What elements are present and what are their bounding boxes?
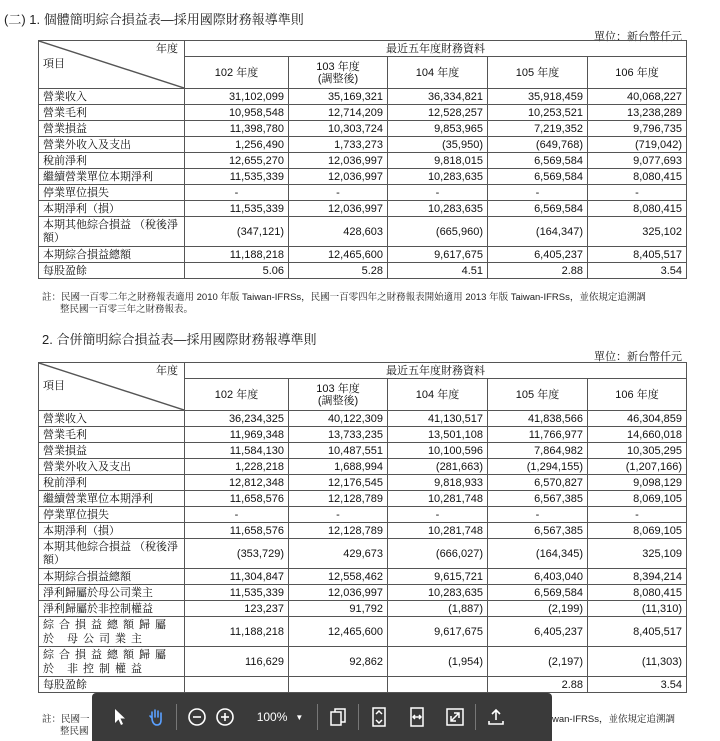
table-cell: 9,796,735 bbox=[588, 121, 687, 137]
table-cell: 6,569,584 bbox=[488, 201, 588, 217]
table-cell: 6,403,040 bbox=[488, 569, 588, 585]
table-cell: 6,569,584 bbox=[488, 585, 588, 601]
row-label: 每股盈餘 bbox=[39, 263, 185, 279]
row-label: 營業外收入及支出 bbox=[39, 137, 185, 153]
row-label: 本期綜合損益總額 bbox=[39, 247, 185, 263]
table-cell: (35,950) bbox=[388, 137, 488, 153]
table-cell: 325,109 bbox=[588, 539, 687, 569]
table-cell: 13,733,235 bbox=[289, 427, 388, 443]
row-label: 本期綜合損益總額 bbox=[39, 569, 185, 585]
table-corner-header bbox=[39, 41, 185, 89]
table-cell: 12,465,600 bbox=[289, 617, 388, 647]
table-row bbox=[39, 201, 687, 217]
row-label: 每股盈餘 bbox=[39, 677, 185, 693]
table-cell: 12,655,270 bbox=[185, 153, 289, 169]
table-cell: 92,862 bbox=[289, 647, 388, 677]
table-cell: 1,733,273 bbox=[289, 137, 388, 153]
year-header: 102 年度 bbox=[185, 57, 289, 89]
table-cell: - bbox=[588, 507, 687, 523]
toolbar-divider bbox=[317, 704, 318, 730]
table-cell: 428,603 bbox=[289, 217, 388, 247]
table-cell: 41,130,517 bbox=[388, 411, 488, 427]
table-cell: 9,077,693 bbox=[588, 153, 687, 169]
row-label: 繼續營業單位本期淨利 bbox=[39, 169, 185, 185]
row-label: 稅前淨利 bbox=[39, 475, 185, 491]
table-cell: - bbox=[289, 507, 388, 523]
header-item-label: 項目 bbox=[43, 58, 65, 70]
table-cell bbox=[388, 677, 488, 693]
table-cell: (666,027) bbox=[388, 539, 488, 569]
table-cell: (281,663) bbox=[388, 459, 488, 475]
table-cell: 11,658,576 bbox=[185, 491, 289, 507]
table-cell: 12,036,997 bbox=[289, 201, 388, 217]
table-cell: 6,405,237 bbox=[488, 247, 588, 263]
table-cell: 12,465,600 bbox=[289, 247, 388, 263]
table-cell: 12,176,545 bbox=[289, 475, 388, 491]
table-cell: (665,960) bbox=[388, 217, 488, 247]
year-header: 102 年度 bbox=[185, 379, 289, 411]
year-header: 104 年度 bbox=[388, 379, 488, 411]
table-cell: 11,658,576 bbox=[185, 523, 289, 539]
table-cell: 8,405,517 bbox=[588, 617, 687, 647]
table-corner-header bbox=[39, 363, 185, 411]
table-row bbox=[39, 539, 687, 569]
table-cell: - bbox=[488, 507, 588, 523]
table-cell: (11,303) bbox=[588, 647, 687, 677]
zoom-in-icon[interactable] bbox=[211, 703, 239, 731]
row-label: 本期其他綜合損益 （稅後淨額） bbox=[39, 539, 185, 569]
section1-title: (二) 1. 個體簡明綜合損益表—採用國際財務報導準則 bbox=[4, 12, 304, 27]
table-cell: - bbox=[588, 185, 687, 201]
year-header: 103 年度 (調整後) bbox=[289, 379, 388, 411]
row-label: 綜合損益總額歸屬於 非控制權益 bbox=[39, 647, 185, 677]
table-row bbox=[39, 569, 687, 585]
table-cell: 10,487,551 bbox=[289, 443, 388, 459]
hand-icon[interactable] bbox=[142, 703, 170, 731]
section2-title: 2. 合併簡明綜合損益表—採用國際財務報導準則 bbox=[42, 332, 317, 347]
table-cell: 3.54 bbox=[588, 263, 687, 279]
table-cell: 11,188,218 bbox=[185, 247, 289, 263]
pointer-icon[interactable] bbox=[106, 703, 134, 731]
table-cell: 13,501,108 bbox=[388, 427, 488, 443]
row-label: 淨利歸屬於非控制權益 bbox=[39, 601, 185, 617]
header-year-label: 年度 bbox=[156, 365, 178, 377]
table-row bbox=[39, 491, 687, 507]
table-cell: 1,688,994 bbox=[289, 459, 388, 475]
table-cell: 6,570,827 bbox=[488, 475, 588, 491]
table-row bbox=[39, 153, 687, 169]
year-header: 103 年度 (調整後) bbox=[289, 57, 388, 89]
table-cell: 10,958,548 bbox=[185, 105, 289, 121]
row-label: 停業單位損失 bbox=[39, 507, 185, 523]
table-cell: (164,345) bbox=[488, 539, 588, 569]
table-cell: (719,042) bbox=[588, 137, 687, 153]
table-cell: 40,122,309 bbox=[289, 411, 388, 427]
table-row bbox=[39, 677, 687, 693]
table-cell: 10,283,635 bbox=[388, 169, 488, 185]
table-cell: 123,237 bbox=[185, 601, 289, 617]
table-cell: 11,304,847 bbox=[185, 569, 289, 585]
table-cell: (1,887) bbox=[388, 601, 488, 617]
table-cell: 10,283,635 bbox=[388, 585, 488, 601]
table-cell: 2.88 bbox=[488, 677, 588, 693]
pdf-viewer-toolbar bbox=[92, 693, 552, 741]
row-label: 營業毛利 bbox=[39, 105, 185, 121]
row-label: 營業毛利 bbox=[39, 427, 185, 443]
table-cell: - bbox=[185, 185, 289, 201]
table-cell: - bbox=[388, 185, 488, 201]
table-cell: 35,918,459 bbox=[488, 89, 588, 105]
table-cell: 12,812,348 bbox=[185, 475, 289, 491]
section2-note-line1-right: wan-IFRSs，並依規定追溯調 bbox=[552, 714, 675, 725]
table-cell: 8,069,105 bbox=[588, 523, 687, 539]
table-cell: (11,310) bbox=[588, 601, 687, 617]
table-cell: 46,304,859 bbox=[588, 411, 687, 427]
table-cell: 36,234,325 bbox=[185, 411, 289, 427]
row-label: 本期其他綜合損益 （稅後淨額） bbox=[39, 217, 185, 247]
year-header: 106 年度 bbox=[588, 379, 687, 411]
table-cell: 8,069,105 bbox=[588, 491, 687, 507]
fit-width-icon[interactable] bbox=[403, 703, 431, 731]
table-cell: 9,617,675 bbox=[388, 247, 488, 263]
table-row bbox=[39, 507, 687, 523]
table-cell: 12,036,997 bbox=[289, 169, 388, 185]
table-cell: 13,238,289 bbox=[588, 105, 687, 121]
individual-income-table bbox=[38, 40, 687, 279]
table-cell: - bbox=[289, 185, 388, 201]
table-cell: 9,818,933 bbox=[388, 475, 488, 491]
zoom-out-icon[interactable] bbox=[183, 703, 211, 731]
table-cell: 7,219,352 bbox=[488, 121, 588, 137]
fit-page-icon[interactable] bbox=[365, 703, 393, 731]
table-row bbox=[39, 137, 687, 153]
table-cell: 10,253,521 bbox=[488, 105, 588, 121]
toolbar-divider bbox=[475, 704, 476, 730]
table-cell: 12,528,257 bbox=[388, 105, 488, 121]
table-cell: 35,169,321 bbox=[289, 89, 388, 105]
table-cell: 3.54 bbox=[588, 677, 687, 693]
year-header: 105 年度 bbox=[488, 379, 588, 411]
table-row bbox=[39, 427, 687, 443]
table-cell: (164,347) bbox=[488, 217, 588, 247]
zoom-select[interactable] bbox=[249, 710, 311, 724]
table-row bbox=[39, 523, 687, 539]
chevron-down-icon: ▼ bbox=[295, 712, 304, 722]
table-row bbox=[39, 263, 687, 279]
row-label: 營業收入 bbox=[39, 89, 185, 105]
table-row bbox=[39, 459, 687, 475]
table-row bbox=[39, 185, 687, 201]
table-cell: (1,954) bbox=[388, 647, 488, 677]
table-row bbox=[39, 585, 687, 601]
table-cell: 91,792 bbox=[289, 601, 388, 617]
table-cell: 10,305,295 bbox=[588, 443, 687, 459]
table-cell: 12,128,789 bbox=[289, 491, 388, 507]
table-cell: 429,673 bbox=[289, 539, 388, 569]
table-cell: 14,660,018 bbox=[588, 427, 687, 443]
table-cell: 12,128,789 bbox=[289, 523, 388, 539]
table-cell: 10,100,596 bbox=[388, 443, 488, 459]
table-row bbox=[39, 475, 687, 491]
table-cell: 11,188,218 bbox=[185, 617, 289, 647]
header-item-label: 項目 bbox=[43, 380, 65, 392]
table-cell: (1,207,166) bbox=[588, 459, 687, 475]
table-cell: (1,294,155) bbox=[488, 459, 588, 475]
table-row bbox=[39, 601, 687, 617]
section2-note-line2: 整民國 bbox=[60, 726, 89, 737]
row-label: 稅前淨利 bbox=[39, 153, 185, 169]
section2-note-line1: 註：民國一 bbox=[42, 714, 90, 725]
table-cell: 9,617,675 bbox=[388, 617, 488, 647]
table-cell: 36,334,821 bbox=[388, 89, 488, 105]
table-cell: 11,535,339 bbox=[185, 169, 289, 185]
table-cell: 1,256,490 bbox=[185, 137, 289, 153]
table-cell: 9,818,015 bbox=[388, 153, 488, 169]
table-cell: 8,080,415 bbox=[588, 585, 687, 601]
table-cell: 12,036,997 bbox=[289, 585, 388, 601]
table-cell: 6,405,237 bbox=[488, 617, 588, 647]
fullscreen-icon[interactable] bbox=[441, 703, 469, 731]
year-header: 105 年度 bbox=[488, 57, 588, 89]
table-cell: (347,121) bbox=[185, 217, 289, 247]
row-label: 營業外收入及支出 bbox=[39, 459, 185, 475]
table-cell: 325,102 bbox=[588, 217, 687, 247]
consolidated-income-table bbox=[38, 362, 687, 693]
row-label: 繼續營業單位本期淨利 bbox=[39, 491, 185, 507]
table-cell: 6,567,385 bbox=[488, 523, 588, 539]
header-group: 最近五年度財務資料 bbox=[185, 363, 687, 379]
table-cell: 10,281,748 bbox=[388, 523, 488, 539]
table-cell: (353,729) bbox=[185, 539, 289, 569]
table-cell: 40,068,227 bbox=[588, 89, 687, 105]
table-cell: 9,615,721 bbox=[388, 569, 488, 585]
table-cell: 116,629 bbox=[185, 647, 289, 677]
table-cell: 11,398,780 bbox=[185, 121, 289, 137]
table-row bbox=[39, 169, 687, 185]
table-row bbox=[39, 217, 687, 247]
row-label: 綜合損益總額歸屬於 母公司業主 bbox=[39, 617, 185, 647]
table-cell: 10,283,635 bbox=[388, 201, 488, 217]
table-cell bbox=[185, 677, 289, 693]
table-row bbox=[39, 89, 687, 105]
zoom-value: 100% bbox=[256, 710, 288, 724]
table-cell: 41,838,566 bbox=[488, 411, 588, 427]
table-cell: (2,199) bbox=[488, 601, 588, 617]
table-cell: - bbox=[488, 185, 588, 201]
table-cell: 11,535,339 bbox=[185, 585, 289, 601]
table-cell: 8,405,517 bbox=[588, 247, 687, 263]
table-row bbox=[39, 105, 687, 121]
row-label: 本期淨利（損） bbox=[39, 523, 185, 539]
section1-note-line2: 整民國一百零三年之財務報表。 bbox=[60, 304, 194, 315]
copy-icon[interactable] bbox=[324, 703, 352, 731]
year-header: 104 年度 bbox=[388, 57, 488, 89]
table-cell: - bbox=[388, 507, 488, 523]
table-cell: 11,584,130 bbox=[185, 443, 289, 459]
row-label: 營業損益 bbox=[39, 443, 185, 459]
toolbar-divider bbox=[176, 704, 177, 730]
table-cell: 7,864,982 bbox=[488, 443, 588, 459]
row-label: 本期淨利（損） bbox=[39, 201, 185, 217]
year-header: 106 年度 bbox=[588, 57, 687, 89]
section1-note-line1: 註：民國一百零二年之財務報表適用 2010 年版 Taiwan-IFRSs，民國一百零四年之財務報表開始適用 2013 年版 Taiwan-IFRSs，並依規定追溯調 bbox=[42, 292, 646, 303]
header-year-label: 年度 bbox=[156, 43, 178, 55]
table-cell: 2.88 bbox=[488, 263, 588, 279]
table-cell: 6,567,385 bbox=[488, 491, 588, 507]
table-row bbox=[39, 247, 687, 263]
table-cell: 12,714,209 bbox=[289, 105, 388, 121]
table-cell: 6,569,584 bbox=[488, 169, 588, 185]
table-cell: 31,102,099 bbox=[185, 89, 289, 105]
table-cell: - bbox=[185, 507, 289, 523]
table-cell bbox=[289, 677, 388, 693]
table-cell: 11,969,348 bbox=[185, 427, 289, 443]
row-label: 停業單位損失 bbox=[39, 185, 185, 201]
table-cell: 4.51 bbox=[388, 263, 488, 279]
table-cell: (2,197) bbox=[488, 647, 588, 677]
table-cell: 9,853,965 bbox=[388, 121, 488, 137]
table-cell: 10,303,724 bbox=[289, 121, 388, 137]
table-cell: 12,558,462 bbox=[289, 569, 388, 585]
row-label: 營業收入 bbox=[39, 411, 185, 427]
table-row bbox=[39, 647, 687, 677]
table-row bbox=[39, 617, 687, 647]
table-cell: 5.28 bbox=[289, 263, 388, 279]
header-group: 最近五年度財務資料 bbox=[185, 41, 687, 57]
table-cell: 8,080,415 bbox=[588, 169, 687, 185]
table-cell: (649,768) bbox=[488, 137, 588, 153]
table-cell: 5.06 bbox=[185, 263, 289, 279]
table-cell: 12,036,997 bbox=[289, 153, 388, 169]
table-cell: 9,098,129 bbox=[588, 475, 687, 491]
table-cell: 8,394,214 bbox=[588, 569, 687, 585]
table-cell: 8,080,415 bbox=[588, 201, 687, 217]
table-cell: 1,228,218 bbox=[185, 459, 289, 475]
section2-unit: 單位：新台幣仟元 bbox=[594, 351, 682, 363]
toolbar-divider bbox=[358, 704, 359, 730]
row-label: 營業損益 bbox=[39, 121, 185, 137]
upload-icon[interactable] bbox=[482, 703, 510, 731]
row-label: 淨利歸屬於母公司業主 bbox=[39, 585, 185, 601]
table-cell: 11,535,339 bbox=[185, 201, 289, 217]
table-cell: 11,766,977 bbox=[488, 427, 588, 443]
table-cell: 6,569,584 bbox=[488, 153, 588, 169]
section1-unit: 單位：新台幣仟元 bbox=[594, 31, 682, 43]
table-cell: 10,281,748 bbox=[388, 491, 488, 507]
table-row bbox=[39, 121, 687, 137]
table-row bbox=[39, 443, 687, 459]
table-row bbox=[39, 411, 687, 427]
